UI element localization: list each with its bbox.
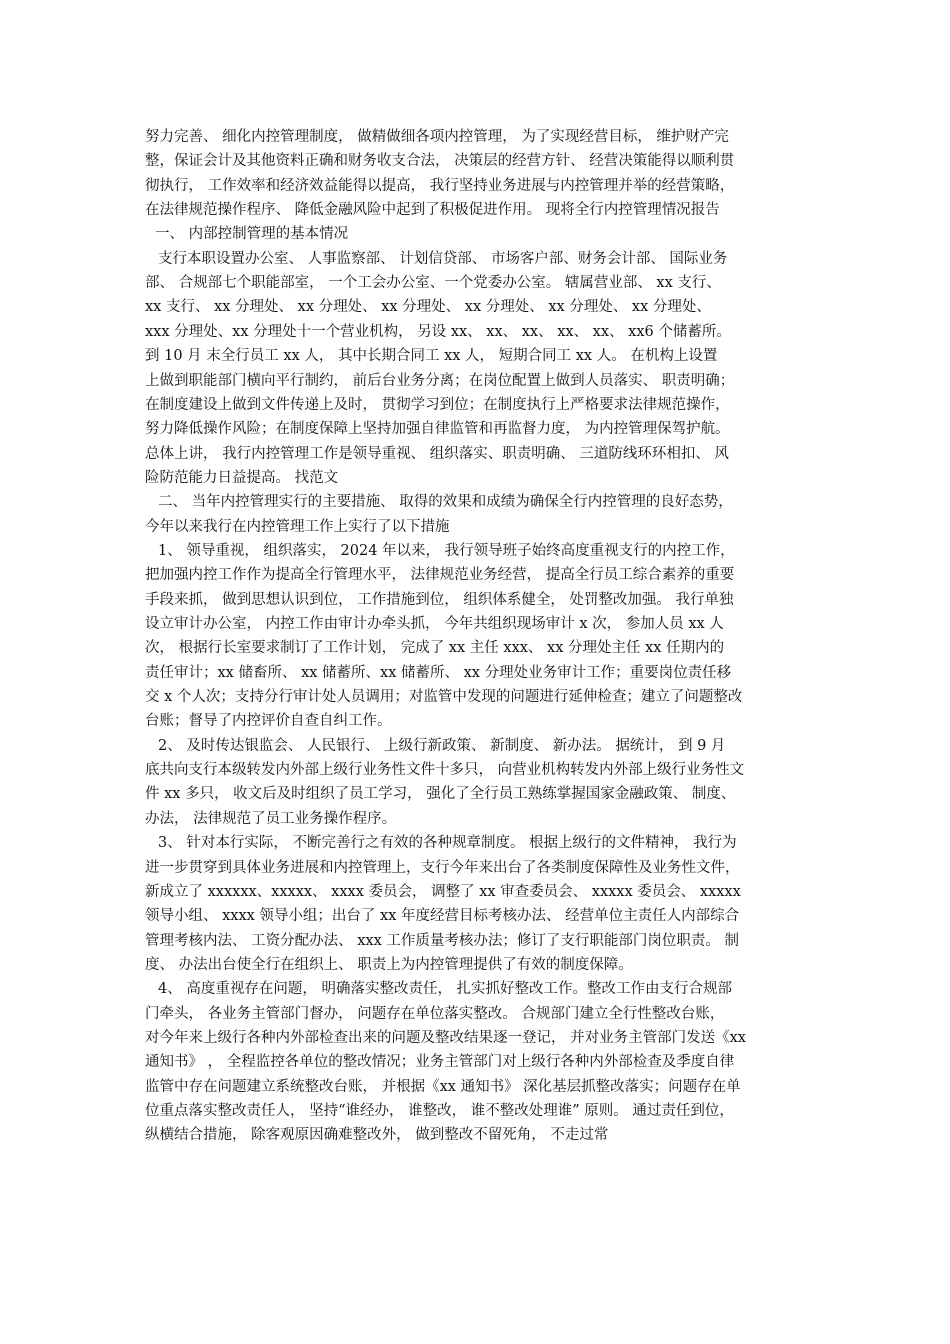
text-line: 努力降低操作风险；在制度保障上坚持加强自律监管和再监督力度， 为内控管理保驾护航。 [145,421,730,437]
text-line: 到 10 月 末全行员工 xx 人， 其中长期合同工 xx 人， 短期合同工 xx 人。 在机构上设置 [145,348,718,364]
text-line: 责任审计；xx 储畜所、 xx 储蓄所、xx 储蓄所、 xx 分理处业务审计工作；重要岗位责任移 [145,665,732,681]
text-line: 对今年来上级行各种内外部检查出来的问题及整改结果逐一登记， 并对业务主管部门发送《xx [145,1030,746,1046]
text-line: 进一步贯穿到具体业务进展和内控管理上，支行今年来出台了各类制度保障性及业务性文件， [145,860,740,876]
text-line: 整，保证会计及其他资料正确和财务收支合法， 决策层的经营方针、 经营决策能得以顺利贯 [145,153,735,169]
text-line: 在法律规范操作程序、 降低金融风险中起到了积极促进作用。 现将全行内控管理情况报告 [145,202,720,218]
text-line: 今年以来我行在内控管理工作上实行了以下措施 [145,519,450,535]
text-line: 台账；督导了内控评价自查自纠工作。 [145,713,392,729]
text-line: 2、 及时传达银监会、 人民银行、 上级行新政策、 新制度、 新办法。 据统计， 到 9 月 [158,738,726,754]
text-line: 门牵头， 各业务主管部门督办， 问题存在单位落实整改。 合规部门建立全行性整改台账， [145,1006,725,1022]
text-line: 手段来抓， 做到思想认识到位， 工作措施到位， 组织体系健全， 处罚整改加强。 我行单独 [145,592,734,608]
text-line: 管理考核内法、 工资分配办法、 xxx 工作质量考核办法；修订了支行职能部门岗位职责。 制 [145,933,739,949]
text-line: 监管中存在问题建立系统整改台账， 并根据《xx 通知书》 深化基层抓整改落实；问题存在单 [145,1079,741,1095]
text-line: 二、 当年内控管理实行的主要措施、 取得的效果和成绩为确保全行内控管理的良好态势， [158,494,733,510]
text-line: xx 支行、 xx 分理处、 xx 分理处、 xx 分理处、 xx 分理处、 xx 分理处、 xx 分理处、 [145,299,711,315]
text-line: 度、 办法出台使全行在组织上、 职责上为内控管理提供了有效的制度保障。 [145,957,633,973]
text-line: 上做到职能部门横向平行制约， 前后台业务分离；在岗位配置上做到人员落实、 职责明确； [145,373,735,389]
text-line: 次， 根据行长室要求制订了工作计划， 完成了 xx 主任 xxx、 xx 分理处主任 xx 任期内的 [145,640,725,656]
text-line: 险防范能力日益提高。 找范文 [145,470,339,486]
text-line: 1、 领导重视， 组织落实， 2024 年以来， 我行领导班子始终高度重视支行的内控工作， [158,543,735,559]
text-line: 在制度建设上做到文件传递上及时， 贯彻学习到位；在制度执行上严格要求法律规范操作， [145,397,730,413]
text-line: 支行本职设置办公室、 人事监察部、 计划信贷部、 市场客户部、财务会计部、 国际业务 [158,251,728,267]
text-line: 新成立了 xxxxxx、xxxxx、 xxxx 委员会， 调整了 xx 审查委员会、 xxxxx 委员会、 xxxxx [145,884,741,900]
text-line: 一、 内部控制管理的基本情况 [155,226,349,242]
text-line: 努力完善、 细化内控管理制度， 做精做细各项内控管理， 为了实现经营目标， 维护财产完 [145,129,729,145]
text-line: 办法， 法律规范了员工业务操作程序。 [145,811,397,827]
text-line: 通知书》 ， 全程监控各单位的整改情况；业务主管部门对上级行各种内外部检查及季度自律 [145,1054,735,1070]
text-line: xxx 分理处、xx 分理处十一个营业机构， 另设 xx、 xx、 xx、 xx、 xx、 xx6 个储蓄所。 [145,324,731,340]
text-line: 3、 针对本行实际， 不断完善行之有效的各种规章制度。 根据上级行的文件精神， 我行为 [158,835,737,851]
text-line: 设立审计办公室， 内控工作由审计办牵头抓， 今年共组织现场审计 x 次， 参加人员 xx 人 [145,616,724,632]
text-line: 彻执行， 工作效率和经济效益能得以提高， 我行坚持业务进展与内控管理并举的经营策略， [145,178,735,194]
text-line: 总体上讲， 我行内控管理工作是领导重视、 组织落实、职责明确、 三道防线环环相扣、 风 [145,446,729,462]
text-line: 交 x 个人次；支持分行审计处人员调用；对监管中发现的问题进行延伸检查；建立了问题整改 [145,689,743,705]
text-line: 位重点落实整改责任人， 坚持“谁经办， 谁整改， 谁不整改处理谁” 原则。 通过责任到位， [145,1103,734,1119]
text-line: 底共向支行本级转发内外部上级行业务性文件十多只， 向营业机构转发内外部上级行业务性文 [145,762,745,778]
text-line: 领导小组、 xxxx 领导小组；出台了 xx 年度经营目标考核办法、 经营单位主责任人内部综合 [145,908,740,924]
text-line: 部、 合规部七个职能部室， 一个工会办公室、一个党委办公室。 辖属营业部、 xx 支行、 [145,275,721,291]
text-line: 把加强内控工作作为提高全行管理水平， 法律规范业务经营， 提高全行员工综合素养的重要 [145,567,735,583]
text-line: 纵横结合措施， 除客观原因确难整改外， 做到整改不留死角， 不走过常 [145,1127,609,1143]
text-line: 4、 高度重视存在问题， 明确落实整改责任， 扎实抓好整改工作。整改工作由支行合规部 [158,981,733,997]
text-line: 件 xx 多只， 收文后及时组织了员工学习， 强化了全行员工熟练掌握国家金融政策、 制度、 [145,786,736,802]
